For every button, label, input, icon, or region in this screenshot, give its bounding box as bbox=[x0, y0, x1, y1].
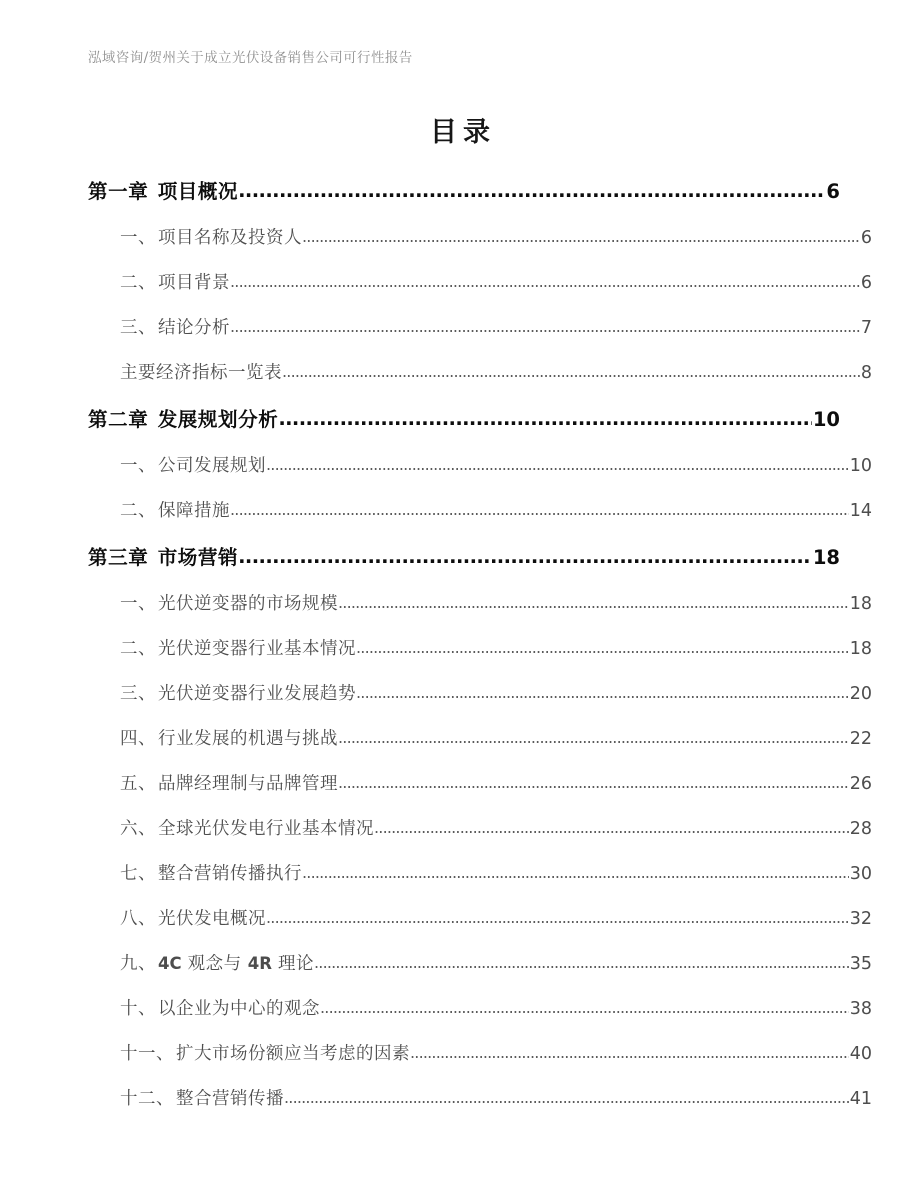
toc-dot-leader bbox=[230, 500, 849, 519]
toc-dot-leader bbox=[374, 818, 849, 837]
toc-dot-leader bbox=[338, 593, 849, 612]
toc-entry[interactable] bbox=[88, 1085, 872, 1130]
toc-entry[interactable] bbox=[88, 314, 872, 359]
toc-entry-page-number: 14 bbox=[849, 501, 872, 521]
toc-entry-label: 项目背景 bbox=[158, 273, 230, 293]
toc-dot-leader bbox=[302, 227, 860, 246]
toc-entry-number: 三、 bbox=[120, 318, 156, 338]
toc-entry-label: 光伏逆变器行业发展趋势 bbox=[158, 684, 356, 704]
toc-entry-page-number: 30 bbox=[849, 864, 872, 884]
toc-entry-page-number: 6 bbox=[826, 180, 840, 203]
toc-dot-leader bbox=[320, 998, 849, 1017]
toc-dot-leader bbox=[338, 773, 849, 792]
toc-dot-leader bbox=[230, 272, 860, 291]
toc-entry-number: 第一章 bbox=[88, 180, 149, 203]
toc-entry-label: 品牌经理制与品牌管理 bbox=[158, 774, 338, 794]
toc-entry-page-number: 22 bbox=[849, 729, 872, 749]
toc-dot-leader bbox=[284, 1088, 849, 1107]
toc-entry[interactable] bbox=[88, 725, 872, 770]
toc-entry-page-number: 10 bbox=[849, 456, 872, 476]
toc-entry[interactable] bbox=[88, 950, 872, 995]
toc-dot-leader bbox=[338, 728, 849, 747]
toc-entry-label: 光伏发电概况 bbox=[158, 909, 266, 929]
toc-entry-label: 整合营销传播 bbox=[176, 1089, 284, 1109]
toc-dot-leader bbox=[238, 545, 812, 568]
toc-entry[interactable] bbox=[88, 770, 872, 815]
toc-entry-label: 发展规划分析 bbox=[157, 408, 279, 431]
toc-entry-number: 五、 bbox=[120, 774, 156, 794]
toc-entry-label: 项目概况 bbox=[157, 180, 239, 203]
toc-entry-page-number: 35 bbox=[849, 954, 872, 974]
toc-entry-number: 十二、 bbox=[120, 1089, 174, 1109]
toc-dot-leader bbox=[238, 179, 825, 202]
toc-entry-number: 第二章 bbox=[88, 408, 149, 431]
toc-dot-leader bbox=[266, 455, 849, 474]
toc-entry-page-number: 41 bbox=[849, 1089, 872, 1109]
toc-dot-leader bbox=[314, 953, 849, 972]
toc-entry[interactable] bbox=[88, 635, 872, 680]
toc-entry-label: 扩大市场份额应当考虑的因素 bbox=[176, 1044, 410, 1064]
toc-dot-leader bbox=[302, 863, 849, 882]
toc-entry[interactable] bbox=[88, 359, 872, 404]
table-of-contents bbox=[88, 176, 872, 1130]
toc-entry[interactable] bbox=[88, 497, 872, 542]
toc-entry-number: 二、 bbox=[120, 501, 156, 521]
toc-number-gap bbox=[150, 546, 157, 569]
toc-entry[interactable] bbox=[88, 815, 872, 860]
toc-entry-label: 行业发展的机遇与挑战 bbox=[158, 729, 338, 749]
toc-entry-label: 整合营销传播执行 bbox=[158, 864, 302, 884]
toc-entry-label: 保障措施 bbox=[158, 501, 230, 521]
toc-entry-label: 光伏逆变器的市场规模 bbox=[158, 594, 338, 614]
toc-entry[interactable] bbox=[88, 452, 872, 497]
toc-entry[interactable] bbox=[88, 542, 840, 590]
toc-entry-label: 4C 观念与 4R 理论 bbox=[158, 954, 314, 974]
toc-dot-leader bbox=[282, 362, 860, 381]
toc-entry[interactable] bbox=[88, 269, 872, 314]
toc-entry[interactable] bbox=[88, 404, 840, 452]
toc-number-gap bbox=[150, 408, 157, 431]
toc-entry[interactable] bbox=[88, 995, 872, 1040]
toc-entry-label: 以企业为中心的观念 bbox=[158, 999, 320, 1019]
toc-entry-number: 十、 bbox=[120, 999, 156, 1019]
toc-dot-leader bbox=[356, 683, 849, 702]
toc-entry-page-number: 7 bbox=[860, 318, 872, 338]
toc-number-gap bbox=[150, 180, 157, 203]
toc-entry-number: 一、 bbox=[120, 456, 156, 476]
toc-entry-number: 八、 bbox=[120, 909, 156, 929]
toc-entry-page-number: 18 bbox=[849, 594, 872, 614]
toc-entry-label: 项目名称及投资人 bbox=[158, 228, 302, 248]
toc-entry[interactable] bbox=[88, 905, 872, 950]
toc-dot-leader bbox=[266, 908, 849, 927]
toc-entry-label: 公司发展规划 bbox=[158, 456, 266, 476]
toc-entry-label: 光伏逆变器行业基本情况 bbox=[158, 639, 356, 659]
toc-entry-number: 九、 bbox=[120, 954, 156, 974]
toc-entry[interactable] bbox=[88, 590, 872, 635]
page-title: 目录 bbox=[430, 117, 496, 148]
toc-entry-page-number: 6 bbox=[860, 273, 872, 293]
toc-entry-page-number: 18 bbox=[849, 639, 872, 659]
toc-dot-leader bbox=[356, 638, 849, 657]
toc-entry-page-number: 20 bbox=[849, 684, 872, 704]
toc-entry-label: 主要经济指标一览表 bbox=[120, 363, 282, 383]
toc-entry[interactable] bbox=[88, 176, 840, 224]
toc-entry-number: 三、 bbox=[120, 684, 156, 704]
toc-entry-page-number: 18 bbox=[812, 546, 840, 569]
toc-entry[interactable] bbox=[88, 860, 872, 905]
toc-entry-label: 市场营销 bbox=[157, 546, 239, 569]
toc-entry-number: 四、 bbox=[120, 729, 156, 749]
toc-entry-page-number: 10 bbox=[812, 408, 840, 431]
toc-entry-number: 二、 bbox=[120, 639, 156, 659]
toc-entry-label: 全球光伏发电行业基本情况 bbox=[158, 819, 374, 839]
toc-entry[interactable] bbox=[88, 1040, 872, 1085]
toc-entry-number: 十一、 bbox=[120, 1044, 174, 1064]
toc-dot-leader bbox=[230, 317, 860, 336]
toc-entry-number: 六、 bbox=[120, 819, 156, 839]
toc-entry-page-number: 32 bbox=[849, 909, 872, 929]
toc-entry-page-number: 6 bbox=[860, 228, 872, 248]
toc-entry-number: 第三章 bbox=[88, 546, 149, 569]
toc-entry-page-number: 8 bbox=[860, 363, 872, 383]
toc-entry-page-number: 40 bbox=[849, 1044, 872, 1064]
toc-entry-page-number: 38 bbox=[849, 999, 872, 1019]
toc-entry-page-number: 28 bbox=[849, 819, 872, 839]
toc-entry-label: 结论分析 bbox=[158, 318, 230, 338]
toc-entry[interactable] bbox=[88, 224, 872, 269]
toc-entry-number: 一、 bbox=[120, 228, 156, 248]
toc-dot-leader bbox=[278, 407, 812, 430]
toc-dot-leader bbox=[410, 1043, 849, 1062]
toc-entry[interactable] bbox=[88, 680, 872, 725]
toc-entry-page-number: 26 bbox=[849, 774, 872, 794]
toc-entry-number: 七、 bbox=[120, 864, 156, 884]
toc-entry-number: 二、 bbox=[120, 273, 156, 293]
running-header: 泓域咨询/贺州关于成立光伏设备销售公司可行性报告 bbox=[88, 50, 413, 66]
toc-entry-number: 一、 bbox=[120, 594, 156, 614]
